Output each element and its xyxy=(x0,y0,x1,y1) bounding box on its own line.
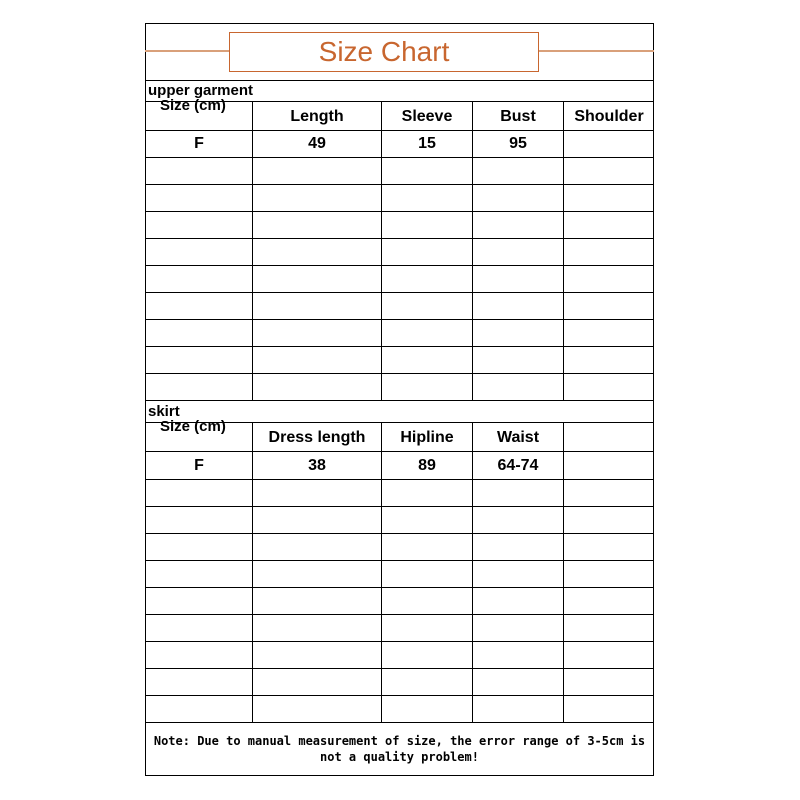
upper-section-label: upper garment xyxy=(148,82,254,99)
skirt-header-waist: Waist xyxy=(496,429,540,446)
upper-header-shoulder: Shoulder xyxy=(574,108,644,125)
rule xyxy=(145,506,654,507)
rule xyxy=(145,346,654,347)
rule xyxy=(145,319,654,320)
skirt-hipline-value: 89 xyxy=(418,456,436,474)
upper-header-length: Length xyxy=(290,108,344,125)
skirt-waist-value: 64-74 xyxy=(497,456,539,474)
upper-length-value: 49 xyxy=(308,135,326,152)
upper-size-label: Size (cm) xyxy=(160,97,226,114)
rule xyxy=(145,587,654,588)
title-rule-left xyxy=(145,50,229,52)
page-title: Size Chart xyxy=(229,32,539,72)
upper-shoulder-value xyxy=(564,131,654,157)
rule xyxy=(145,292,654,293)
upper-header-bust: Bust xyxy=(500,108,536,125)
upper-sleeve-value: 15 xyxy=(418,135,436,152)
rule xyxy=(145,479,654,480)
skirt-dress-length-value: 38 xyxy=(308,456,326,474)
rule xyxy=(145,668,654,669)
title-rule-right xyxy=(539,50,654,52)
rule xyxy=(145,614,654,615)
upper-size-value: F xyxy=(194,135,204,152)
rule xyxy=(145,560,654,561)
skirt-extra-value xyxy=(564,452,654,479)
rule xyxy=(145,80,654,81)
skirt-size-value: F xyxy=(194,456,204,474)
skirt-header-hipline: Hipline xyxy=(400,429,454,446)
rule xyxy=(145,157,654,158)
skirt-header-blank xyxy=(564,425,654,451)
skirt-header-dress-length: Dress length xyxy=(268,429,366,446)
rule xyxy=(145,265,654,266)
rule xyxy=(145,641,654,642)
skirt-section-label: skirt xyxy=(148,403,180,420)
upper-header-sleeve: Sleeve xyxy=(401,108,453,125)
rule xyxy=(145,533,654,534)
rule xyxy=(145,400,654,401)
rule xyxy=(145,722,654,723)
upper-bust-value: 95 xyxy=(509,135,527,152)
rule xyxy=(145,373,654,374)
rule xyxy=(145,695,654,696)
rule xyxy=(145,238,654,239)
skirt-size-label: Size (cm) xyxy=(160,418,226,435)
rule xyxy=(145,211,654,212)
measurement-note: Note: Due to manual measurement of size, the error range of 3-5cm is not a quality problem! xyxy=(153,734,646,764)
rule xyxy=(145,184,654,185)
